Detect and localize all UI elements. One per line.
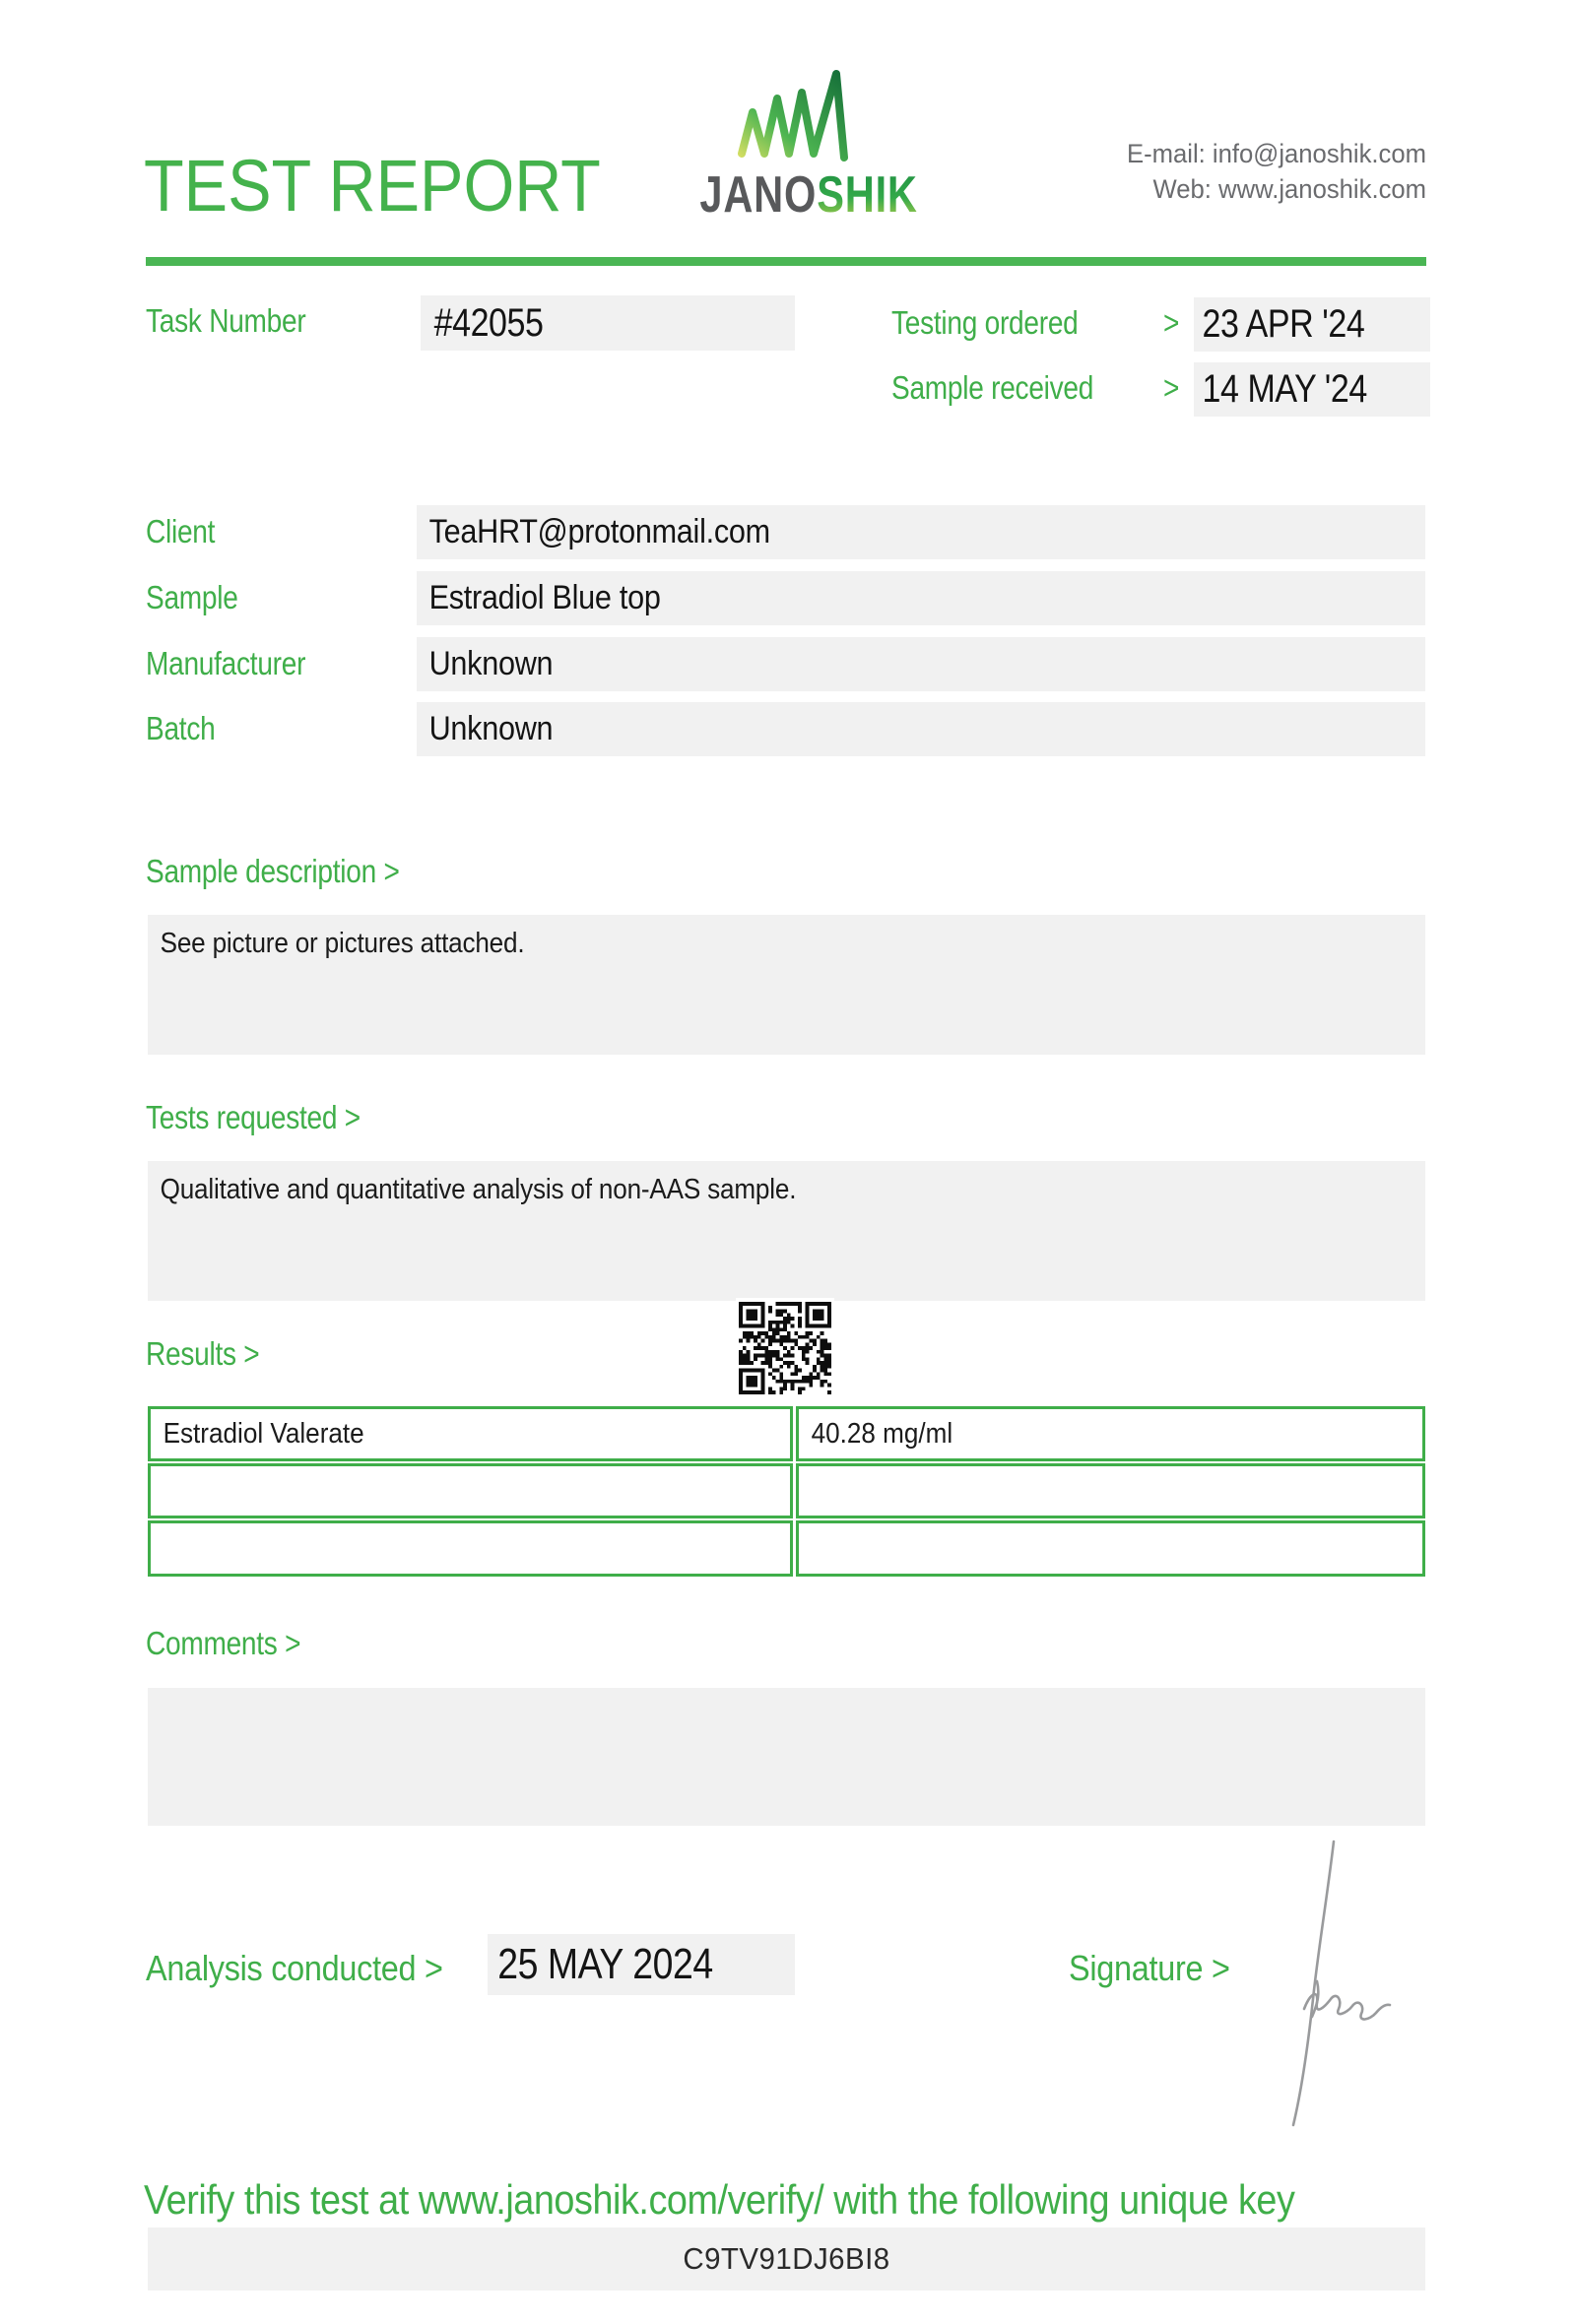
results-table-row3-analyte-cell — [148, 1520, 793, 1577]
results-analyte: Estradiol Valerate — [163, 1417, 364, 1450]
page-title: TEST REPORT — [144, 145, 601, 226]
manufacturer-value-box — [417, 637, 1425, 691]
tests-requested-box — [148, 1161, 1425, 1301]
analysis-conducted-label: Analysis conducted > — [146, 1948, 443, 1988]
task-number-label: Task Number — [146, 302, 306, 339]
growth-chart-icon — [734, 67, 857, 167]
client-value-box — [417, 505, 1425, 559]
results-table-row1-result-cell — [796, 1406, 1425, 1461]
sample-received-arrow: > — [1163, 369, 1180, 406]
brand-wordmark-right: SHIK — [817, 166, 918, 224]
verify-key: C9TV91DJ6BI8 — [683, 2241, 890, 2276]
testing-ordered-label: Testing ordered — [891, 304, 1079, 341]
sample-received-value-box — [1194, 362, 1430, 417]
sample-description-body: See picture or pictures attached. — [160, 928, 525, 959]
sample-received-label: Sample received — [891, 369, 1094, 406]
sample-value-box — [417, 571, 1425, 625]
sample-description-box — [148, 915, 1425, 1055]
sample-description-heading: Sample description > — [146, 853, 400, 889]
sample-value: Estradiol Blue top — [428, 579, 661, 616]
contact-block — [1127, 136, 1426, 207]
contact-web[interactable]: Web: www.janoshik.com — [1152, 174, 1426, 204]
manufacturer-label: Manufacturer — [146, 645, 306, 681]
client-label: Client — [146, 513, 216, 549]
contact-email[interactable]: E-mail: info@janoshik.com — [1126, 139, 1426, 168]
task-number-value: #42055 — [433, 300, 544, 345]
comments-heading: Comments > — [146, 1625, 301, 1661]
testing-ordered-arrow: > — [1163, 304, 1180, 341]
analysis-conducted-value: 25 MAY 2024 — [497, 1940, 713, 1988]
sample-label: Sample — [146, 579, 238, 615]
results-heading: Results > — [146, 1335, 260, 1372]
results-table-row1-analyte-cell — [148, 1406, 793, 1461]
qr-code — [736, 1298, 834, 1398]
manufacturer-value: Unknown — [428, 645, 554, 682]
results-table-row3-result-cell — [796, 1520, 1425, 1577]
tests-requested-body: Qualitative and quantitative analysis of non-AAS sample. — [160, 1174, 797, 1205]
client-value: TeaHRT@protonmail.com — [428, 513, 770, 550]
header-divider — [146, 257, 1426, 266]
testing-ordered-value-box — [1194, 297, 1430, 352]
batch-value-box — [417, 702, 1425, 756]
brand-wordmark — [699, 165, 918, 225]
sample-received-value: 14 MAY '24 — [1202, 367, 1367, 411]
verify-key-box — [148, 2227, 1425, 2291]
results-table-row2-analyte-cell — [148, 1463, 793, 1518]
results-value: 40.28 mg/ml — [811, 1417, 953, 1450]
tests-requested-heading: Tests requested > — [146, 1099, 361, 1135]
brand-wordmark-left: JANO — [699, 166, 818, 224]
batch-value: Unknown — [428, 710, 554, 747]
comments-box — [148, 1688, 1425, 1826]
signature-label: Signature > — [1069, 1948, 1230, 1988]
verify-instruction[interactable]: Verify this test at www.janoshik.com/verify/ with the following unique key — [144, 2176, 1295, 2223]
batch-label: Batch — [146, 710, 216, 746]
handwritten-signature — [1261, 1834, 1418, 2139]
comments-body — [148, 1688, 1297, 1701]
testing-ordered-value: 23 APR '24 — [1202, 302, 1365, 346]
analysis-conducted-value-box — [488, 1934, 795, 1995]
task-number-value-box — [421, 295, 795, 351]
results-table-row2-result-cell — [796, 1463, 1425, 1518]
